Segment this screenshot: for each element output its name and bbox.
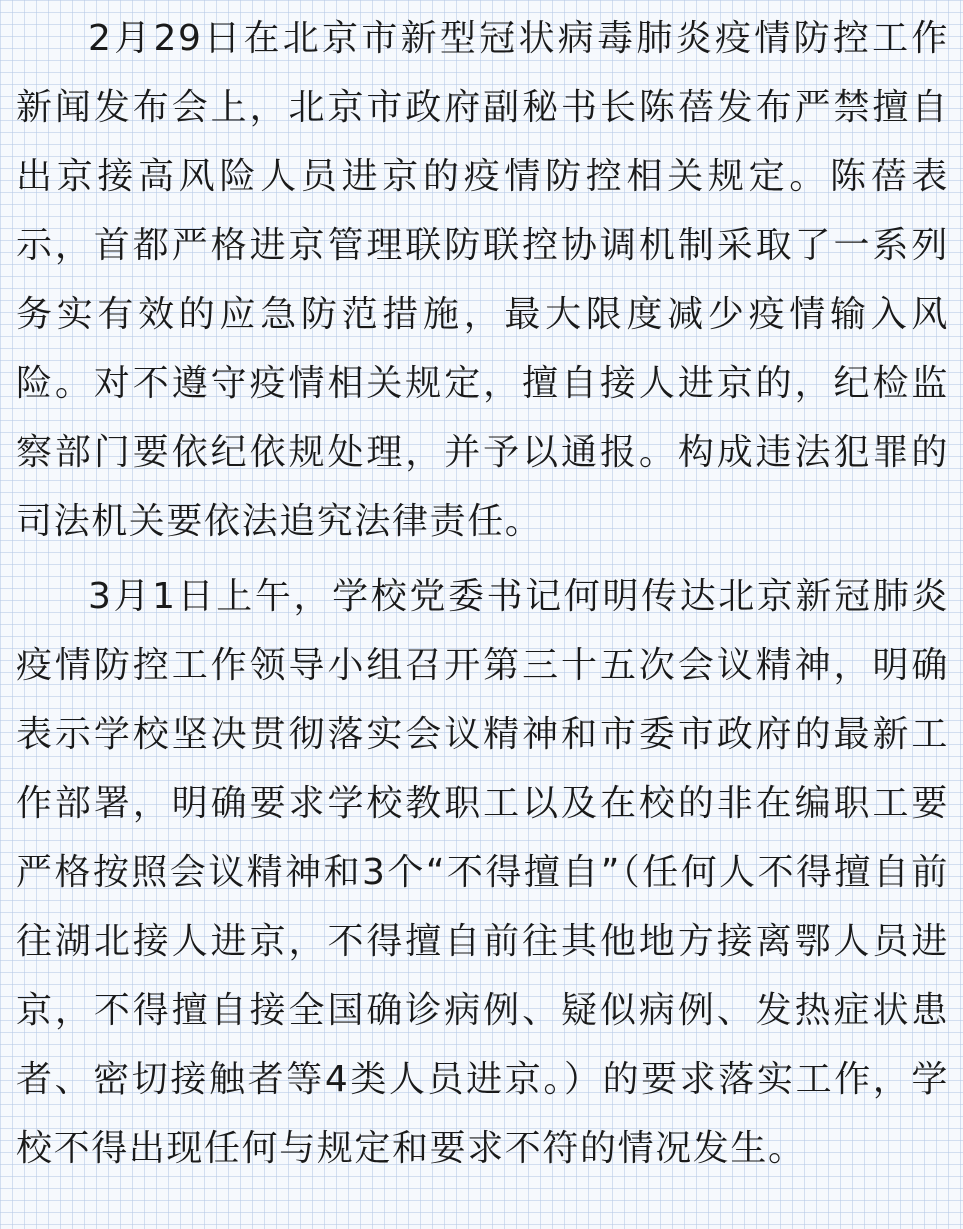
article-paragraph-2: 3月1日上午，学校党委书记何明传达北京新冠肺炎疫情防控工作领导小组召开第三十五次会议精神，明确表示学校坚决贯彻落实会议精神和市委市政府的最新工作部署，明确要求学校教职工以及在校的非在编职工要严格按照会议精神和3个“不得擅自”（任何人不得擅自前往湖北接人进京，不得擅自前往其他地方接离鄂人员进京，不得擅自接全国确诊病例、疑似病例、发热症状患者、密切接触者等4类人员进京。）的要求落实工作，学校不得出现任何与规定和要求不符的情况发生。 — [16, 576, 949, 1169]
article-paragraph-1: 2月29日在北京市新型冠状病毒肺炎疫情防控工作新闻发布会上，北京市政府副秘书长陈蓓发布严禁擅自出京接高风险人员进京的疫情防控相关规定。陈蓓表示，首都严格进京管理联防联控协调机制采取了一系列务实有效的应急防范措施，最大限度减少疫情输入风险。对不遵守疫情相关规定，擅自接人进京的，纪检监察部门要依纪依规处理，并予以通报。构成违法犯罪的司法机关要依法追究法律责任。 — [16, 18, 949, 542]
